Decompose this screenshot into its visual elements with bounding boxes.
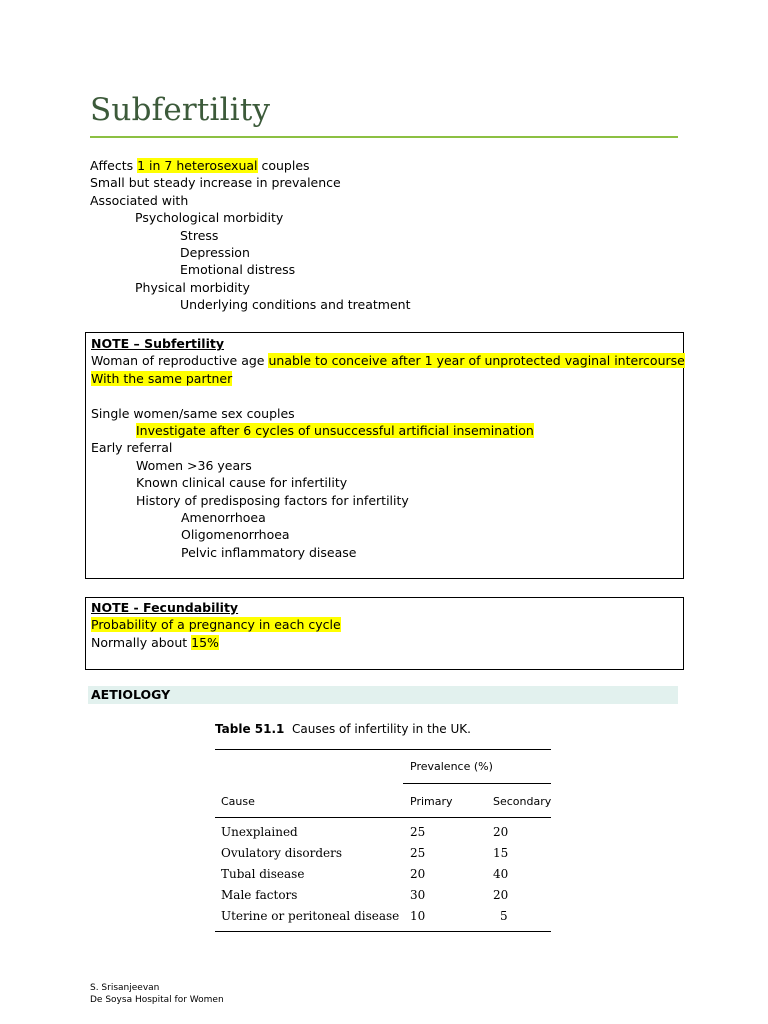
footer-hospital: De Soysa Hospital for Women bbox=[90, 995, 224, 1005]
cell-primary: 10 bbox=[410, 909, 426, 923]
cell-primary: 30 bbox=[410, 888, 426, 902]
table-bottom-rule bbox=[215, 931, 551, 932]
title-rule bbox=[90, 136, 678, 138]
text: Woman of reproductive age bbox=[91, 353, 269, 369]
section-heading-bar bbox=[88, 686, 678, 704]
highlight-text: With the same partner bbox=[91, 370, 233, 386]
blank-line bbox=[91, 387, 685, 404]
header-prevalence: Prevalence (%) bbox=[410, 760, 493, 773]
intro-line: Small but steady increase in prevalence bbox=[90, 175, 341, 191]
highlight-text: 1 in 7 heterosexual bbox=[137, 158, 258, 173]
intro-block bbox=[90, 157, 411, 314]
header-cause: Cause bbox=[221, 795, 255, 808]
group-rule bbox=[403, 783, 551, 784]
intro-line: Stress bbox=[180, 227, 219, 243]
cell-primary: 25 bbox=[410, 846, 426, 860]
note-fecundability-box bbox=[85, 597, 684, 670]
note-line: Amenorrhoea bbox=[181, 510, 266, 526]
cell-secondary: 5 bbox=[500, 909, 508, 923]
intro-line: Emotional distress bbox=[180, 262, 296, 278]
highlight-text: 15% bbox=[191, 634, 219, 650]
intro-line: Associated with bbox=[90, 192, 189, 208]
table-caption bbox=[215, 722, 471, 736]
intro-line: Psychological morbidity bbox=[135, 210, 284, 226]
note-line: Oligomenorrhoea bbox=[181, 527, 290, 543]
intro-line: Physical morbidity bbox=[135, 279, 250, 295]
cell-secondary: 20 bbox=[493, 825, 509, 839]
note-line bbox=[91, 370, 685, 387]
note-title: NOTE – Subfertility bbox=[91, 336, 224, 351]
cell-secondary: 40 bbox=[493, 867, 509, 881]
header-secondary: Secondary bbox=[493, 795, 552, 808]
highlight-text: Investigate after 6 cycles of unsuccessful artificial insemination bbox=[136, 423, 534, 439]
table-top-rule bbox=[215, 749, 551, 750]
page-title: Subfertility bbox=[90, 92, 271, 128]
text: Affects bbox=[90, 158, 138, 173]
header-rule bbox=[215, 817, 551, 818]
footer bbox=[90, 982, 224, 1006]
note-line: Women >36 years bbox=[136, 457, 252, 473]
text: couples bbox=[257, 158, 310, 173]
table-number: Table 51.1 bbox=[215, 722, 285, 736]
cell-cause: Tubal disease bbox=[221, 867, 305, 881]
note-line bbox=[91, 616, 341, 633]
note-line: History of predisposing factors for infertility bbox=[136, 492, 409, 508]
intro-line: Depression bbox=[180, 245, 250, 261]
note-line: Single women/same sex couples bbox=[91, 405, 295, 421]
cell-cause: Unexplained bbox=[221, 825, 298, 839]
intro-line bbox=[90, 157, 411, 174]
note-subfertility-box bbox=[85, 332, 684, 579]
highlight-text: Probability of a pregnancy in each cycle bbox=[91, 617, 341, 633]
note-line: Early referral bbox=[91, 440, 173, 456]
text: Normally about bbox=[91, 634, 192, 650]
intro-line: Underlying conditions and treatment bbox=[180, 297, 411, 313]
cell-primary: 25 bbox=[410, 825, 426, 839]
note-title: NOTE - Fecundability bbox=[91, 600, 239, 615]
table-caption-text: Causes of infertility in the UK. bbox=[292, 722, 471, 736]
cell-secondary: 20 bbox=[493, 888, 509, 902]
cell-cause: Uterine or peritoneal disease bbox=[221, 909, 400, 923]
header-primary: Primary bbox=[410, 795, 453, 808]
footer-author: S. Srisanjeevan bbox=[90, 983, 160, 993]
cell-secondary: 15 bbox=[493, 846, 509, 860]
note-line bbox=[91, 634, 341, 651]
note-line bbox=[91, 422, 685, 439]
cell-primary: 20 bbox=[410, 867, 426, 881]
section-heading: AETIOLOGY bbox=[91, 687, 171, 702]
cell-cause: Ovulatory disorders bbox=[221, 846, 343, 860]
note-line: Known clinical cause for infertility bbox=[136, 475, 348, 491]
note-line bbox=[91, 352, 685, 369]
cell-cause: Male factors bbox=[221, 888, 298, 902]
note-line: Pelvic inflammatory disease bbox=[181, 544, 357, 560]
highlight-text: unable to conceive after 1 year of unprotected vaginal intercourse bbox=[268, 353, 685, 369]
